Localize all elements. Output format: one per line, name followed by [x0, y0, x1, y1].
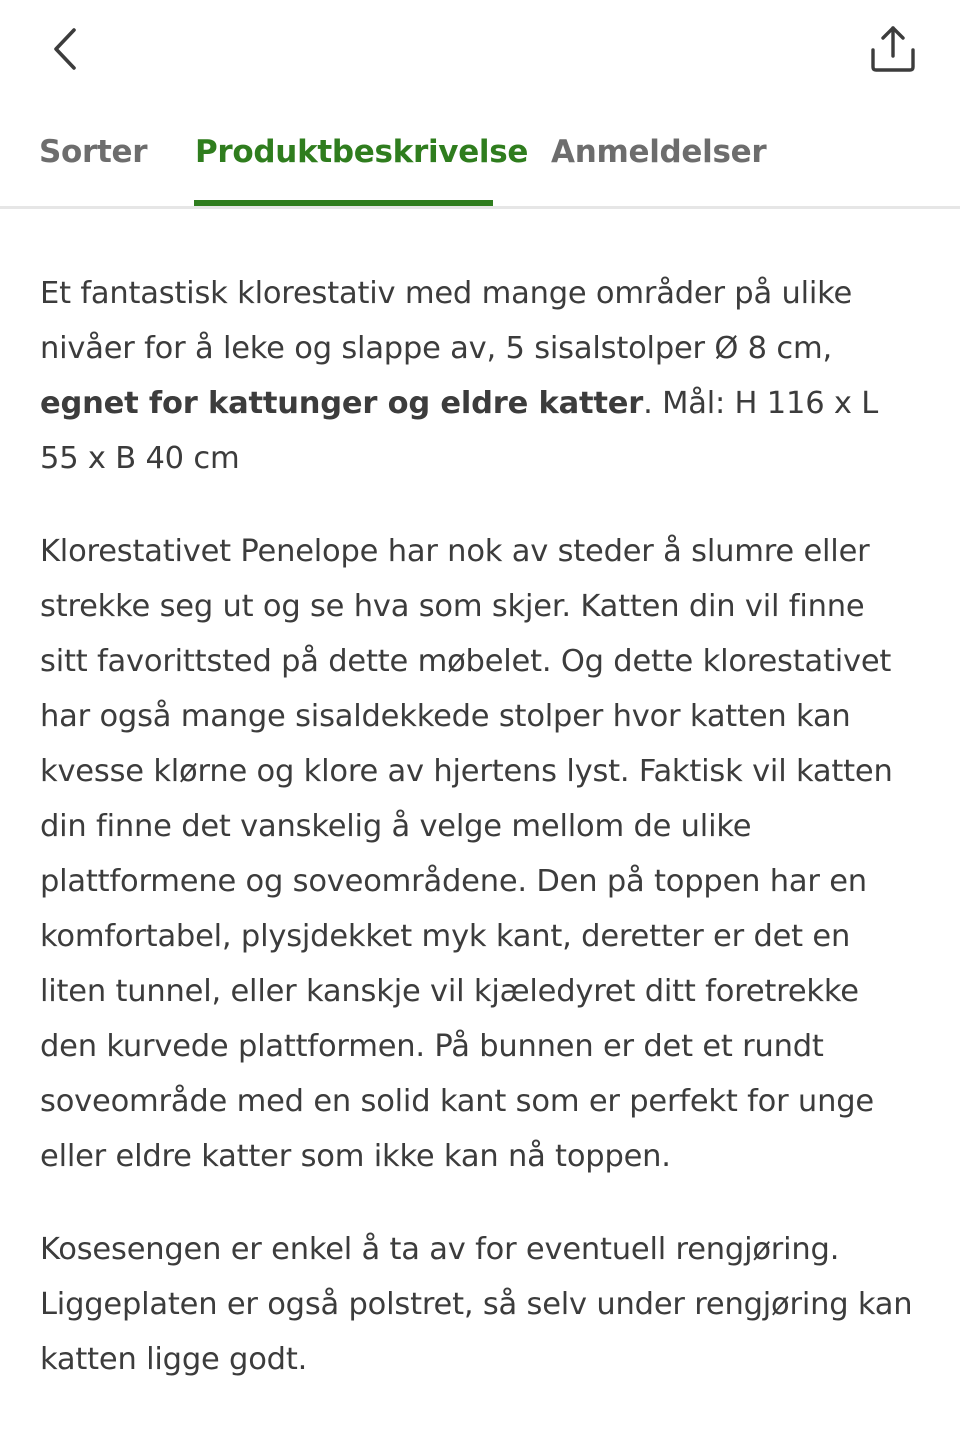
- description-bold-text: egnet for kattunger og eldre katter: [40, 386, 644, 421]
- tab-bar: [0, 100, 960, 209]
- active-tab-indicator: [194, 200, 493, 206]
- chevron-left-icon: [40, 20, 100, 80]
- share-button[interactable]: [860, 18, 926, 84]
- back-button[interactable]: [40, 20, 100, 80]
- description-paragraph-3: Kosesengen er enkel å ta av for eventuell rengjøring. Liggeplaten er også polstret, så selv under rengjøring kan katten ligge godt.: [40, 1232, 913, 1377]
- description-text: Et fantastisk klorestativ med mange områder på ulike nivåer for å leke og slappe av, 5 sisalstolper Ø 8 cm,: [40, 276, 853, 366]
- description-paragraph-2: Klorestativet Penelope har nok av steder å slumre eller strekke seg ut og se hva som skjer. Katten din vil finne sitt favorittsted på dette møbelet. Og dette klorestativet har også mange sisaldekkede stolper hvor katten kan kvesse klørne og klore av hjertens lyst. Faktisk vil katten din finne det vanskelig å velge mellom de ulike plattformene og soveområdene. Den på toppen har en komfortabel, plysjdekket myk kant, deretter er det en liten tunnel, eller kanskje vil kjæledyret ditt foretrekke den kurvede plattformen. På bunnen er det et rundt soveområde med en solid kant som er perfekt for unge eller eldre katter som ikke kan nå toppen.: [40, 534, 893, 1174]
- description-paragraph-1: [40, 266, 920, 486]
- tab-anmeldelser[interactable]: Anmeldelser: [551, 134, 767, 170]
- top-bar: [0, 0, 960, 100]
- tab-sorter[interactable]: Sorter: [39, 134, 148, 170]
- description-text: . Mål: H 116 x L 55 x B 40 cm: [40, 386, 879, 476]
- share-upload-icon: [860, 18, 926, 84]
- product-description: [0, 266, 960, 1387]
- tab-produktbeskrivelse[interactable]: Produktbeskrivelse: [195, 134, 529, 170]
